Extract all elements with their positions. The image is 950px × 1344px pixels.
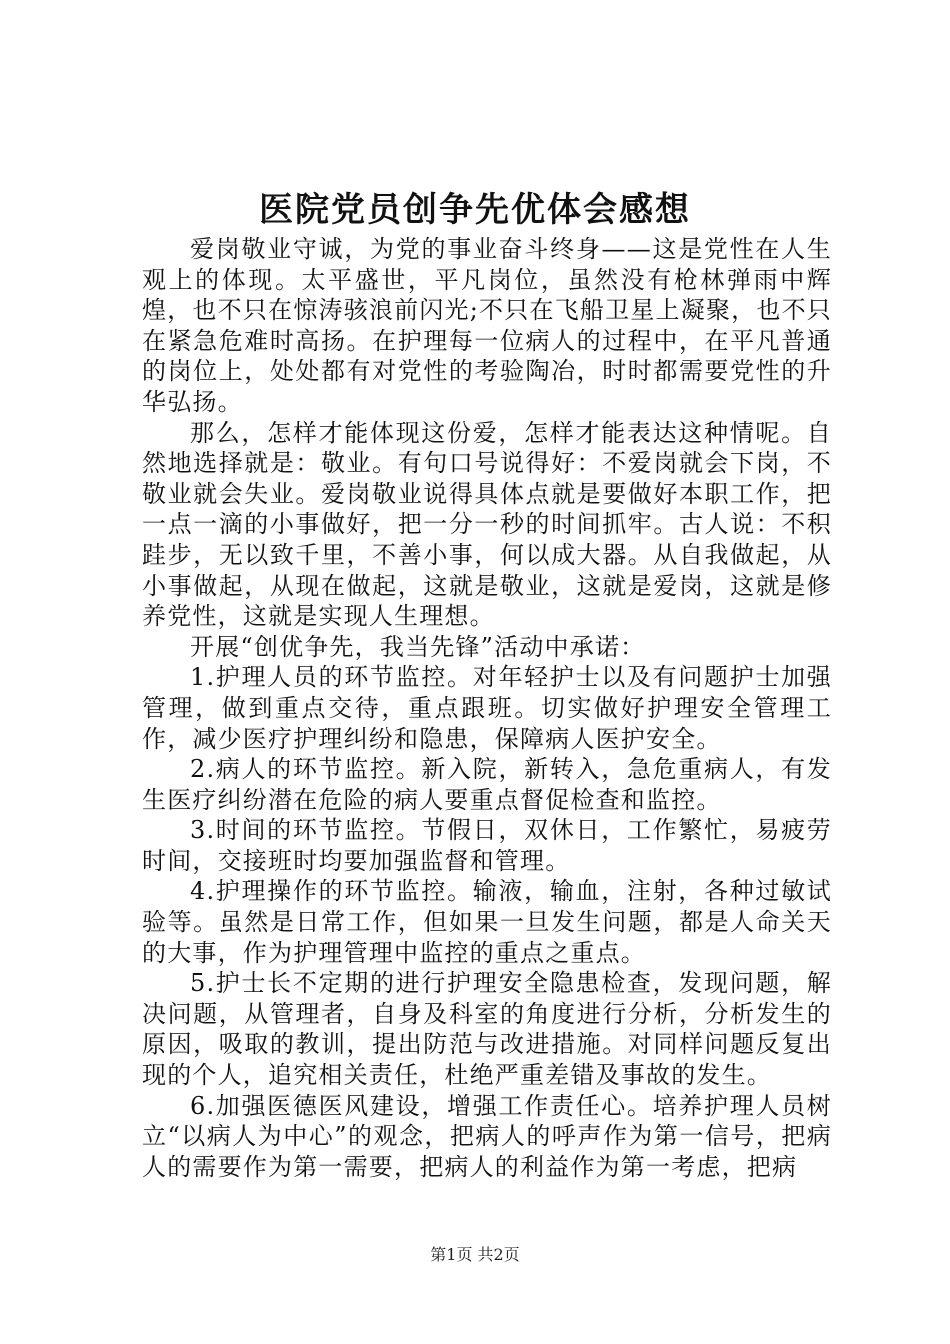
list-item: 4.护理操作的环节监控。输液，输血，注射，各种过敏试验等。虽然是日常工作，但如果一旦发生问题，都是人命关天的大事，作为护理管理中监控的重点之重点。 — [142, 877, 832, 967]
document-body — [142, 234, 832, 1182]
list-item: 2.病人的环节监控。新入院，新转入，急危重病人，有发生医疗纠纷潜在危险的病人要重点督促检查和监控。 — [142, 755, 832, 814]
paragraph: 那么，怎样才能体现这份爱，怎样才能表达这种情呢。自然地选择就是：敬业。有句口号说得好：不爱岗就会下岗，不敬业就会失业。爱岗敬业说得具体点就是要做好本职工作，把一点一滴的小事做好，把一分一秒的时间抓牢。古人说：不积跬步，无以致千里，不善小事，何以成大器。从自我做起，从小事做起，从现在做起，这就是敬业，这就是爱岗，这就是修养党性，这就是实现人生理想。 — [142, 418, 832, 631]
document-title: 医院党员创争先优体会感想 — [259, 190, 691, 230]
page-number-footer: 第1页 共2页 — [430, 1245, 520, 1264]
paragraph: 开展“创优争先，我当先锋”活动中承诺： — [190, 632, 646, 661]
list-item: 1.护理人员的环节监控。对年轻护士以及有问题护士加强管理，做到重点交待，重点跟班。切实做好护理安全管理工作，减少医疗护理纠纷和隐患，保障病人医护安全。 — [142, 663, 832, 753]
paragraph: 爱岗敬业守诚，为党的事业奋斗终身——这是党性在人生观上的体现。太平盛世，平凡岗位，虽然没有枪林弹雨中辉煌，也不只在惊涛骇浪前闪光;不只在飞船卫星上凝聚，也不只在紧急危难时高扬。在护理每一位病人的过程中，在平凡普通的岗位上，处处都有对党性的考验陶冶，时时都需要党性的升华弘扬。 — [142, 235, 832, 416]
list-item: 6.加强医德医风建设，增强工作责任心。培养护理人员树立“以病人为中心”的观念，把病人的呼声作为第一信号，把病人的需要作为第一需要，把病人的利益作为第一考虑，把病 — [142, 1091, 832, 1181]
list-item: 5.护士长不定期的进行护理安全隐患检查，发现问题，解决问题，从管理者，自身及科室的角度进行分析，分析发生的原因，吸取的教训，提出防范与改进措施。对同样问题反复出现的个人，追究相关责任，杜绝严重差错及事故的发生。 — [142, 969, 832, 1090]
list-item: 3.时间的环节监控。节假日，双休日，工作繁忙，易疲劳时间，交接班时均要加强监督和管理。 — [142, 816, 832, 875]
